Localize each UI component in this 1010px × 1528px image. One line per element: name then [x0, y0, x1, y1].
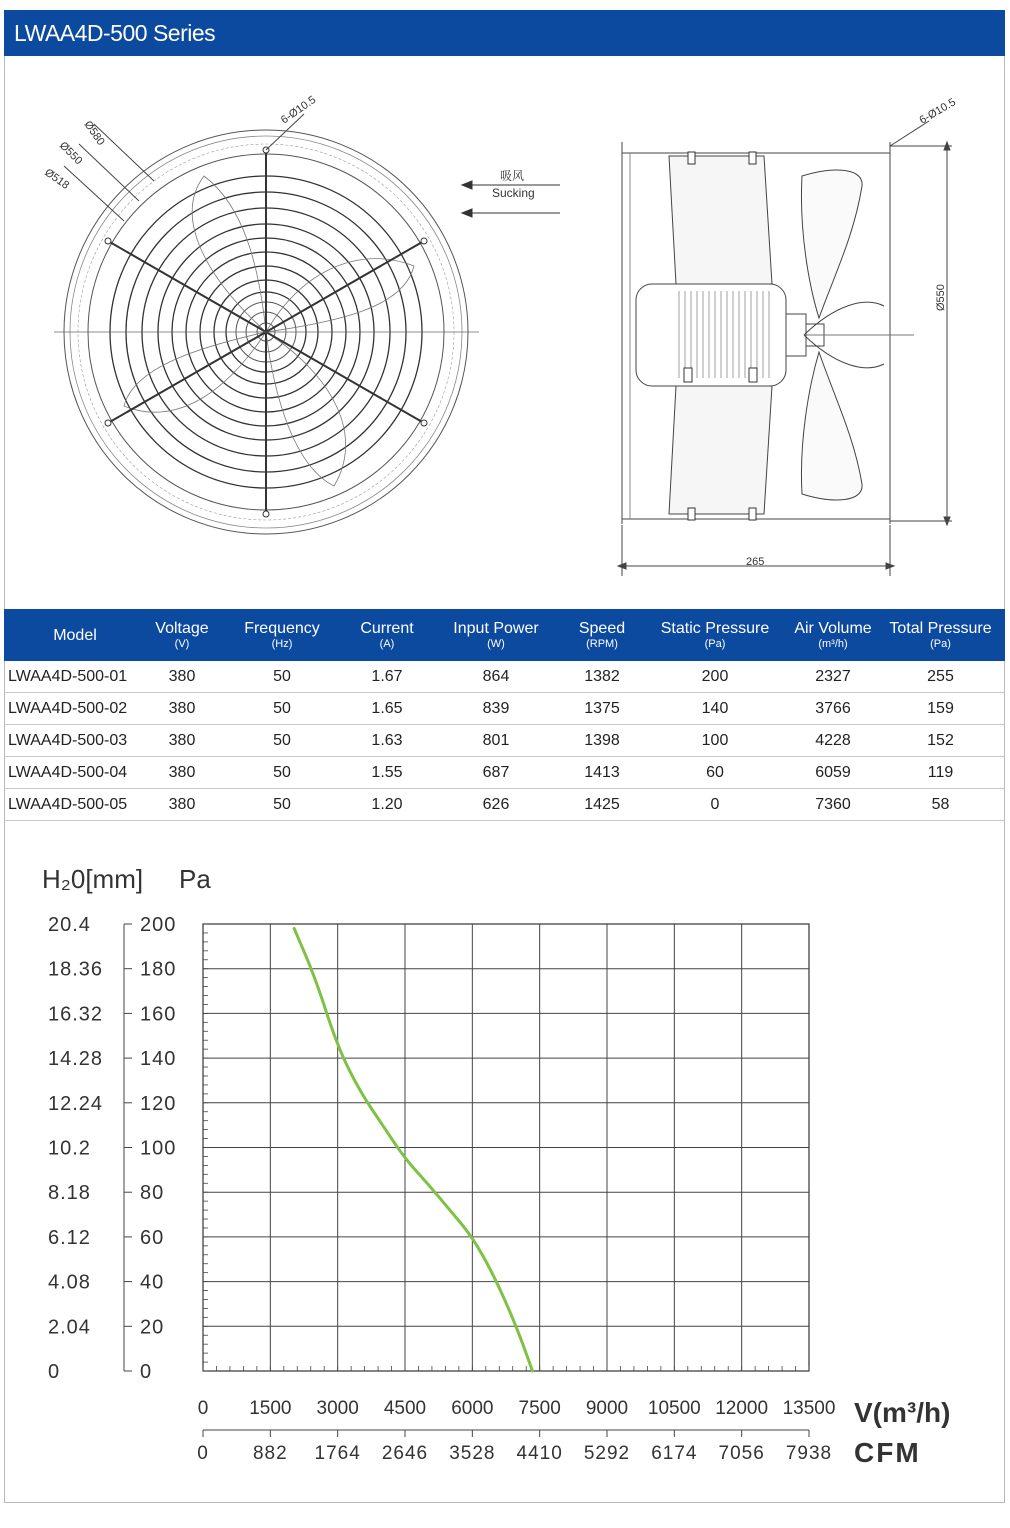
header-air-volume: Air Volume (m³/h)	[790, 609, 876, 661]
header-current: Current (A)	[346, 609, 428, 661]
x-tick-label-m3h: 4500	[383, 1398, 427, 1419]
table-row	[4, 661, 1005, 693]
x-tick-label-cfm: 6174	[651, 1443, 698, 1464]
y-tick-label-mm: 8.18	[48, 1182, 91, 1205]
cell-total-pressure: 152	[876, 725, 1005, 757]
header-static-pressure: Static Pressure (Pa)	[640, 609, 790, 661]
header-model: Model	[4, 609, 146, 661]
x-tick-label-cfm: 882	[252, 1443, 288, 1464]
y-header-left: H₂0[mm]	[42, 864, 144, 894]
y-tick-label-pa: 140	[140, 1048, 177, 1071]
y-tick-label-mm: 20.4	[48, 914, 91, 936]
y-tick-label-pa: 100	[140, 1137, 177, 1160]
cell-frequency: 50	[218, 661, 346, 693]
front-bolt-label: 6-Ø10.5	[278, 93, 319, 127]
cell-input-power: 864	[428, 661, 564, 693]
y-tick-label-pa: 160	[140, 1003, 177, 1026]
y-tick-label-pa: 80	[140, 1182, 165, 1205]
cell-static-pressure: 60	[640, 757, 790, 789]
y-tick-label-pa: 20	[140, 1316, 165, 1339]
y-header-right: Pa	[179, 864, 211, 894]
y-tick-label-mm: 12.24	[48, 1092, 104, 1115]
performance-chart	[4, 840, 1005, 1500]
cell-voltage: 380	[146, 725, 218, 757]
cell-speed: 1413	[564, 757, 640, 789]
x-tick-label-m3h: 12000	[715, 1398, 769, 1419]
technical-drawings	[4, 56, 1005, 608]
table-row	[4, 725, 1005, 757]
y-tick-label-mm: 14.28	[48, 1048, 104, 1071]
cell-frequency: 50	[218, 693, 346, 725]
cell-model: LWAA4D-500-01	[4, 661, 146, 693]
y-tick-label-pa: 0	[140, 1361, 153, 1383]
cell-total-pressure: 119	[876, 757, 1005, 789]
cell-speed: 1398	[564, 725, 640, 757]
cell-voltage: 380	[146, 789, 218, 821]
performance-curve	[294, 928, 532, 1371]
x-tick-label-m3h: 13500	[782, 1398, 836, 1419]
header-frequency: Frequency (Hz)	[218, 609, 346, 661]
table-row	[4, 757, 1005, 789]
x-tick-label-cfm: 0	[197, 1443, 209, 1464]
x-tick-label-cfm: 3528	[449, 1443, 496, 1464]
y-tick-label-mm: 6.12	[48, 1226, 91, 1249]
header-voltage: Voltage (V)	[146, 609, 218, 661]
airflow-label-en: Sucking	[492, 186, 535, 200]
x-tick-label-cfm: 2646	[381, 1443, 429, 1464]
cell-speed: 1375	[564, 693, 640, 725]
y-tick-label-mm: 2.04	[48, 1316, 91, 1339]
chart-plot-area	[48, 914, 835, 1464]
cell-static-pressure: 0	[640, 789, 790, 821]
cell-current: 1.65	[346, 693, 428, 725]
y-tick-label-mm: 10.2	[48, 1137, 91, 1160]
cell-air-volume: 6059	[790, 757, 876, 789]
header-speed: Speed (RPM)	[564, 609, 640, 661]
diameter-580-label: Ø580	[81, 118, 107, 148]
spec-table-header	[4, 609, 1005, 661]
front-view-drawing	[54, 114, 479, 534]
header-input-power: Input Power (W)	[428, 609, 564, 661]
header-total-pressure: Total Pressure (Pa)	[876, 609, 1005, 661]
cell-static-pressure: 100	[640, 725, 790, 757]
y-tick-label-pa: 60	[140, 1226, 165, 1249]
y-tick-label-mm: 0	[48, 1361, 61, 1383]
x-tick-label-m3h: 6000	[451, 1398, 494, 1419]
cell-model: LWAA4D-500-02	[4, 693, 146, 725]
cell-static-pressure: 200	[640, 661, 790, 693]
diameter-518-label: Ø518	[42, 166, 72, 192]
cell-current: 1.63	[346, 725, 428, 757]
x-tick-label-cfm: 7056	[718, 1443, 765, 1464]
cell-frequency: 50	[218, 725, 346, 757]
series-title: LWAA4D-500 Series	[4, 10, 1005, 56]
side-bolt-label: 6-Ø10.5	[917, 96, 958, 127]
side-height-label: Ø550	[935, 284, 947, 311]
side-view-drawing	[618, 121, 952, 576]
x-tick-label-cfm: 1764	[314, 1443, 361, 1464]
table-row	[4, 789, 1005, 821]
x-tick-label-cfm: 7938	[785, 1443, 833, 1464]
y-tick-label-mm: 18.36	[48, 958, 104, 981]
x-tick-label-m3h: 3000	[316, 1398, 359, 1419]
x-tick-label-m3h: 7500	[518, 1398, 561, 1419]
cell-air-volume: 2327	[790, 661, 876, 693]
cell-input-power: 801	[428, 725, 564, 757]
cell-voltage: 380	[146, 661, 218, 693]
x-tick-label-cfm: 5292	[583, 1443, 631, 1464]
airflow-label-cn: 吸风	[500, 169, 525, 183]
table-row	[4, 693, 1005, 725]
cell-air-volume: 4228	[790, 725, 876, 757]
y-tick-label-pa: 120	[140, 1092, 177, 1115]
y-tick-label-pa: 40	[140, 1271, 165, 1294]
cell-voltage: 380	[146, 693, 218, 725]
cell-current: 1.67	[346, 661, 428, 693]
y-tick-label-mm: 16.32	[48, 1003, 104, 1026]
cell-total-pressure: 58	[876, 789, 1005, 821]
x-tick-label-cfm: 4410	[516, 1443, 563, 1464]
x-tick-label-m3h: 10500	[647, 1398, 701, 1419]
cell-current: 1.55	[346, 757, 428, 789]
cell-static-pressure: 140	[640, 693, 790, 725]
cell-voltage: 380	[146, 757, 218, 789]
cell-total-pressure: 255	[876, 661, 1005, 693]
side-depth-label: 265	[746, 556, 765, 568]
cell-frequency: 50	[218, 757, 346, 789]
cell-model: LWAA4D-500-03	[4, 725, 146, 757]
x-label-m3h: V(m³/h)	[854, 1397, 951, 1428]
cell-model: LWAA4D-500-05	[4, 789, 146, 821]
cell-input-power: 839	[428, 693, 564, 725]
cell-total-pressure: 159	[876, 693, 1005, 725]
x-tick-label-m3h: 9000	[585, 1398, 629, 1419]
diameter-550-label: Ø550	[56, 139, 85, 168]
cell-input-power: 687	[428, 757, 564, 789]
y-tick-label-pa: 200	[140, 914, 177, 936]
cell-model: LWAA4D-500-04	[4, 757, 146, 789]
spec-table	[4, 609, 1005, 821]
x-label-cfm: CFM	[854, 1437, 921, 1468]
cell-input-power: 626	[428, 789, 564, 821]
x-tick-label-m3h: 1500	[249, 1398, 292, 1419]
x-tick-label-m3h: 0	[197, 1398, 209, 1419]
y-tick-label-pa: 180	[140, 958, 177, 981]
cell-current: 1.20	[346, 789, 428, 821]
cell-frequency: 50	[218, 789, 346, 821]
cell-air-volume: 3766	[790, 693, 876, 725]
cell-air-volume: 7360	[790, 789, 876, 821]
y-tick-label-mm: 4.08	[48, 1271, 91, 1294]
cell-speed: 1382	[564, 661, 640, 693]
cell-speed: 1425	[564, 789, 640, 821]
